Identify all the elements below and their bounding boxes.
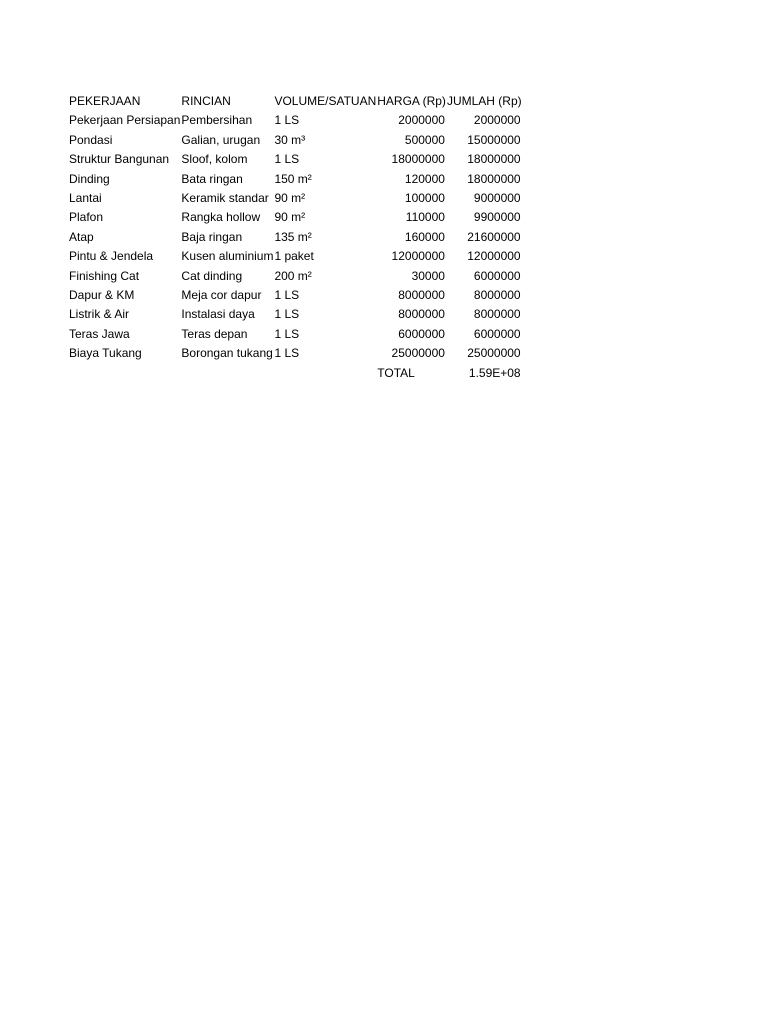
header-cell-harga: HARGA (Rp): [377, 94, 446, 108]
pekerjaan-cell: Pekerjaan Persiapan: [69, 113, 181, 128]
harga-cell: 12000000: [391, 249, 445, 264]
jumlah-cell: 15000000: [467, 132, 521, 147]
rincian-cell: Instalasi daya: [181, 307, 255, 322]
table-row: [68, 267, 522, 286]
header-row: [68, 92, 522, 111]
harga-cell: 18000000: [391, 152, 445, 167]
spreadsheet-body: [68, 92, 522, 383]
harga-cell: 8000000: [398, 307, 445, 322]
harga-cell: 30000: [411, 268, 445, 283]
pekerjaan-cell: Struktur Bangunan: [69, 152, 170, 167]
harga-cell: 110000: [405, 210, 445, 225]
table-row: [68, 305, 522, 324]
jumlah-cell: 21600000: [467, 229, 521, 244]
pekerjaan-cell: Plafon: [69, 210, 104, 225]
rincian-cell: Cat dinding: [181, 268, 243, 283]
harga-cell: 100000: [404, 191, 445, 206]
header-cell-jumlah: JUMLAH (Rp): [446, 94, 522, 108]
volume-cell: 1 LS: [274, 288, 300, 303]
table-row: [68, 325, 522, 344]
rincian-cell: Keramik standar: [181, 191, 269, 206]
jumlah-cell: 9000000: [473, 191, 521, 206]
pekerjaan-cell: Teras Jawa: [69, 326, 130, 341]
pekerjaan-cell: Pintu & Jendela: [69, 249, 154, 264]
total-label: TOTAL: [377, 365, 415, 380]
jumlah-cell: 2000000: [473, 113, 521, 128]
pekerjaan-cell: Atap: [69, 229, 94, 244]
harga-cell: 6000000: [398, 326, 445, 341]
jumlah-cell: 18000000: [467, 152, 521, 167]
jumlah-cell: 25000000: [467, 346, 521, 361]
pekerjaan-cell: Dinding: [69, 171, 110, 186]
rincian-cell: Bata ringan: [181, 171, 243, 186]
harga-cell: 8000000: [398, 288, 445, 303]
rincian-cell: Galian, urugan: [181, 132, 261, 147]
volume-cell: 200 m²: [274, 268, 312, 283]
empty-cell: [180, 364, 273, 383]
jumlah-cell: 6000000: [473, 326, 521, 341]
volume-cell: 1 LS: [274, 326, 300, 341]
volume-cell: 135 m²: [274, 229, 312, 244]
jumlah-cell: 9900000: [473, 210, 521, 225]
total-value: 1.59E+08: [468, 365, 521, 380]
header-cell-volume-satuan: VOLUME/SATUAN: [274, 94, 377, 108]
jumlah-cell: 8000000: [473, 307, 521, 322]
table-row: [68, 150, 522, 169]
rincian-cell: Teras depan: [181, 326, 248, 341]
harga-cell: 160000: [404, 229, 445, 244]
volume-cell: 150 m²: [274, 171, 312, 186]
pekerjaan-cell: Finishing Cat: [69, 268, 140, 283]
harga-cell: 120000: [404, 171, 445, 186]
total-row: [68, 364, 522, 383]
table-row: [68, 286, 522, 305]
jumlah-cell: 18000000: [467, 171, 521, 186]
rincian-cell: Borongan tukang: [181, 346, 273, 361]
jumlah-cell: 12000000: [467, 249, 521, 264]
harga-cell: 500000: [404, 132, 445, 147]
rincian-cell: Sloof, kolom: [181, 152, 248, 167]
header-cell-pekerjaan: PEKERJAAN: [69, 94, 141, 108]
rincian-cell: Baja ringan: [181, 229, 243, 244]
table-row: [68, 189, 522, 208]
harga-cell: 25000000: [391, 346, 445, 361]
empty-cell: [273, 364, 376, 383]
table-row: [68, 111, 522, 130]
rincian-cell: Pembersihan: [181, 113, 253, 128]
pekerjaan-cell: Lantai: [69, 191, 102, 206]
spreadsheet-table: [68, 92, 522, 383]
volume-cell: 1 LS: [274, 307, 300, 322]
pekerjaan-cell: Listrik & Air: [69, 307, 130, 322]
header-cell-rincian: RINCIAN: [181, 94, 231, 108]
rincian-cell: Meja cor dapur: [181, 288, 262, 303]
volume-cell: 90 m²: [274, 210, 306, 225]
table-row: [68, 247, 522, 266]
empty-cell: [68, 364, 180, 383]
harga-cell: 2000000: [398, 113, 445, 128]
table-row: [68, 208, 522, 227]
table-row: [68, 344, 522, 363]
volume-cell: 1 LS: [274, 113, 300, 128]
pekerjaan-cell: Pondasi: [69, 132, 113, 147]
rincian-cell: Kusen aluminium: [181, 249, 274, 264]
pekerjaan-cell: Biaya Tukang: [69, 346, 142, 361]
rincian-cell: Rangka hollow: [181, 210, 261, 225]
table-row: [68, 170, 522, 189]
volume-cell: 30 m³: [274, 132, 306, 147]
table-row: [68, 228, 522, 247]
pekerjaan-cell: Dapur & KM: [69, 288, 135, 303]
volume-cell: 1 paket: [274, 249, 314, 264]
volume-cell: 90 m²: [274, 191, 306, 206]
jumlah-cell: 6000000: [473, 268, 521, 283]
volume-cell: 1 LS: [274, 346, 300, 361]
table-row: [68, 131, 522, 150]
jumlah-cell: 8000000: [473, 288, 521, 303]
volume-cell: 1 LS: [274, 152, 300, 167]
